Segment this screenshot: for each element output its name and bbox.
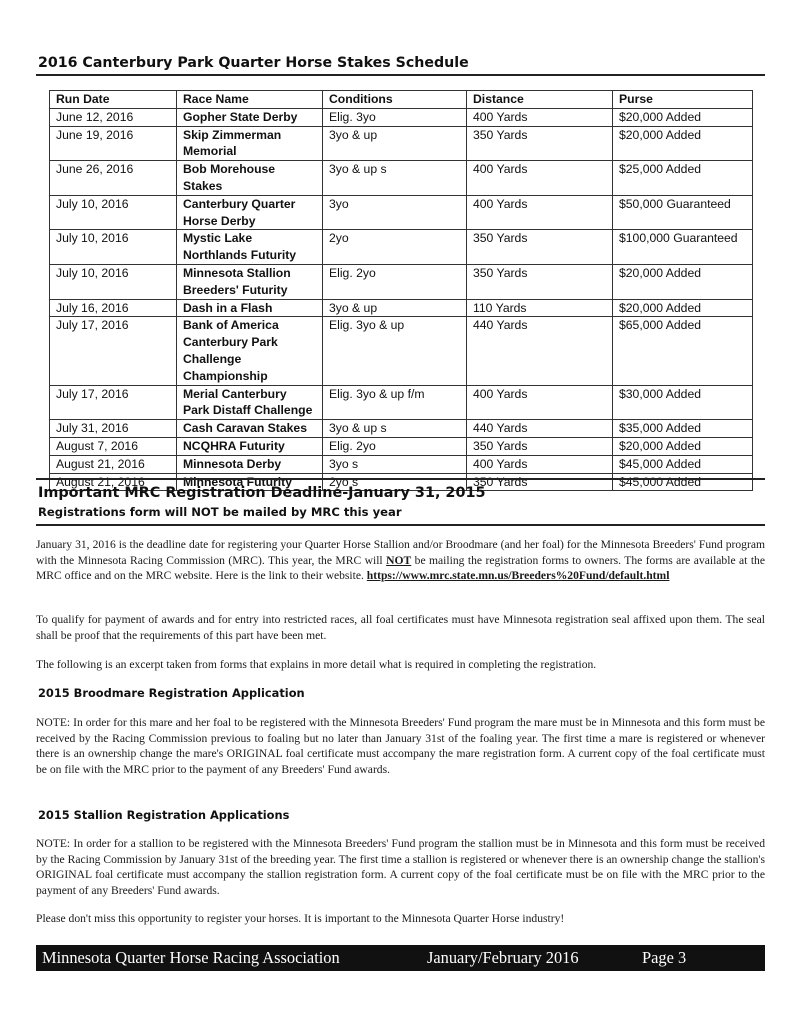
table-row [50,455,753,473]
race-name-cell: Skip Zimmerman Memorial [177,126,323,161]
purse-cell: $100,000 Guaranteed [613,230,753,265]
table-row [50,317,753,385]
purse-cell: $20,000 Added [613,437,753,455]
footer-organization: Minnesota Quarter Horse Racing Association [42,948,340,967]
conditions-cell: 3yo & up s [323,420,467,438]
purse-cell: $35,000 Added [613,420,753,438]
race-name-cell: Mystic Lake Northlands Futurity [177,230,323,265]
run-date-cell: July 10, 2016 [50,264,177,299]
purse-cell: $30,000 Added [613,385,753,420]
run-date-cell: July 10, 2016 [50,195,177,230]
mrc-website-link[interactable]: https://www.mrc.state.mn.us/Breeders%20Fund/default.html [366,569,670,583]
column-header: Conditions [323,91,467,109]
race-name-cell: Minnesota Derby [177,455,323,473]
purse-cell: $50,000 Guaranteed [613,195,753,230]
purse-cell: $20,000 Added [613,299,753,317]
excerpt-intro: The following is an excerpt taken from forms that explains in more detail what is required in completing the registration. [36,658,597,671]
broodmare-note: NOTE: In order for this mare and her foal to be registered with the Minnesota Breeders' Fund program the mare must be in Minnesota and this form must be received by the Racing Commission previous to foaling but no later than January 31st of the foaling year. The first time a mare is registered or whenever there is an ownership change the mare's ORIGINAL foal certificate must accompany the mare registration form. A current copy of the foal certificate must be on file with the MRC prior to the payment of any Breeders' Fund awards. [36,716,765,776]
purse-cell: $65,000 Added [613,317,753,385]
stakes-schedule-table [49,90,753,491]
registration-title-rule [36,524,765,526]
race-name-cell: NCQHRA Futurity [177,437,323,455]
race-name-cell: Minnesota Futurity [177,473,323,491]
seal-paragraph: To qualify for payment of awards and for entry into restricted races, all foal certificates must have Minnesota registration seal affixed upon them. The seal shall be proof that the requirements of this part have been met. [36,613,765,642]
distance-cell: 400 Yards [467,108,613,126]
purse-cell: $45,000 Added [613,455,753,473]
distance-cell: 110 Yards [467,299,613,317]
race-name-cell: Dash in a Flash [177,299,323,317]
table-row [50,108,753,126]
distance-cell: 350 Yards [467,473,613,491]
table-row [50,299,753,317]
column-header: Purse [613,91,753,109]
emphasis-not: NOT [386,553,412,567]
column-header: Distance [467,91,613,109]
conditions-cell: 2yo s [323,473,467,491]
table-row [50,437,753,455]
column-header: Run Date [50,91,177,109]
purse-cell: $20,000 Added [613,126,753,161]
conditions-cell: 3yo & up [323,126,467,161]
registration-paragraph [36,537,765,584]
table-body [50,108,753,491]
race-name-cell: Merial Canterbury Park Distaff Challenge [177,385,323,420]
conditions-cell: 3yo & up [323,299,467,317]
run-date-cell: June 26, 2016 [50,161,177,196]
run-date-cell: July 16, 2016 [50,299,177,317]
stallion-heading: 2015 Stallion Registration Applications [38,808,290,822]
conditions-cell: Elig. 3yo [323,108,467,126]
purse-cell: $20,000 Added [613,108,753,126]
race-name-cell: Minnesota Stallion Breeders' Futurity [177,264,323,299]
conditions-cell: 2yo [323,230,467,265]
race-name-cell: Gopher State Derby [177,108,323,126]
run-date-cell: August 21, 2016 [50,455,177,473]
race-name-cell: Cash Caravan Stakes [177,420,323,438]
stallion-note: NOTE: In order for a stallion to be registered with the Minnesota Breeders' Fund program the stallion must be in Minnesota and this form must be received by the Racing Commission by January 31st of the breeding year. The first time a stallion is registered or whenever there is an ownership change the stallion's ORIGINAL foal certificate must accompany the stallion registration form. A current copy of the foal certificate must be on file with the MRC prior to the payment of any Breeders' Fund awards. [36,837,765,897]
footer-page-number: Page 3 [642,948,687,967]
paragraph-text: January 31, 2016 is the deadline date for registering your Quarter Horse Stallion and/or Broodmare (and her foal) for the Minnesota Breeders' Fund program with the Minnesota Racing Commission (MRC). This year, the MRC will [36,538,765,567]
column-header: Race Name [177,91,323,109]
distance-cell: 350 Yards [467,126,613,161]
race-name-cell: Bob Morehouse Stakes [177,161,323,196]
run-date-cell: July 17, 2016 [50,317,177,385]
page-footer [36,945,765,971]
distance-cell: 440 Yards [467,317,613,385]
registration-subtitle: Registrations form will NOT be mailed by MRC this year [38,505,402,519]
conditions-cell: Elig. 3yo & up [323,317,467,385]
distance-cell: 400 Yards [467,161,613,196]
conditions-cell: 3yo s [323,455,467,473]
run-date-cell: July 10, 2016 [50,230,177,265]
purse-cell: $45,000 Added [613,473,753,491]
run-date-cell: June 12, 2016 [50,108,177,126]
table-row [50,230,753,265]
closing-paragraph: Please don't miss this opportunity to register your horses. It is important to the Minnesota Quarter Horse industry! [36,912,565,925]
run-date-cell: July 31, 2016 [50,420,177,438]
table-row [50,385,753,420]
registration-title: Important MRC Registration Deadline-January 31, 2015 [38,485,486,501]
race-name-cell: Bank of America Canterbury Park Challenge Championship [177,317,323,385]
distance-cell: 350 Yards [467,264,613,299]
broodmare-heading: 2015 Broodmare Registration Application [38,686,305,700]
conditions-cell: Elig. 2yo [323,437,467,455]
run-date-cell: June 19, 2016 [50,126,177,161]
distance-cell: 440 Yards [467,420,613,438]
section-rule [36,478,765,480]
table-header-row [50,91,753,109]
purse-cell: $20,000 Added [613,264,753,299]
schedule-title: 2016 Canterbury Park Quarter Horse Stakes Schedule [38,55,469,71]
table-row [50,126,753,161]
run-date-cell: August 21, 2016 [50,473,177,491]
table-row [50,161,753,196]
table-row [50,195,753,230]
conditions-cell: Elig. 3yo & up f/m [323,385,467,420]
distance-cell: 350 Yards [467,437,613,455]
distance-cell: 400 Yards [467,455,613,473]
paragraph-text: be mailing the registration forms to owners. The forms are available at the MRC office and on the MRC website. Here is the link to their website. [36,553,765,583]
distance-cell: 400 Yards [467,195,613,230]
conditions-cell: 3yo [323,195,467,230]
conditions-cell: Elig. 2yo [323,264,467,299]
race-name-cell: Canterbury Quarter Horse Derby [177,195,323,230]
footer-issue-date: January/February 2016 [427,948,579,967]
purse-cell: $25,000 Added [613,161,753,196]
distance-cell: 400 Yards [467,385,613,420]
conditions-cell: 3yo & up s [323,161,467,196]
schedule-title-rule [36,74,765,76]
run-date-cell: July 17, 2016 [50,385,177,420]
table-row [50,420,753,438]
distance-cell: 350 Yards [467,230,613,265]
run-date-cell: August 7, 2016 [50,437,177,455]
table-row [50,264,753,299]
